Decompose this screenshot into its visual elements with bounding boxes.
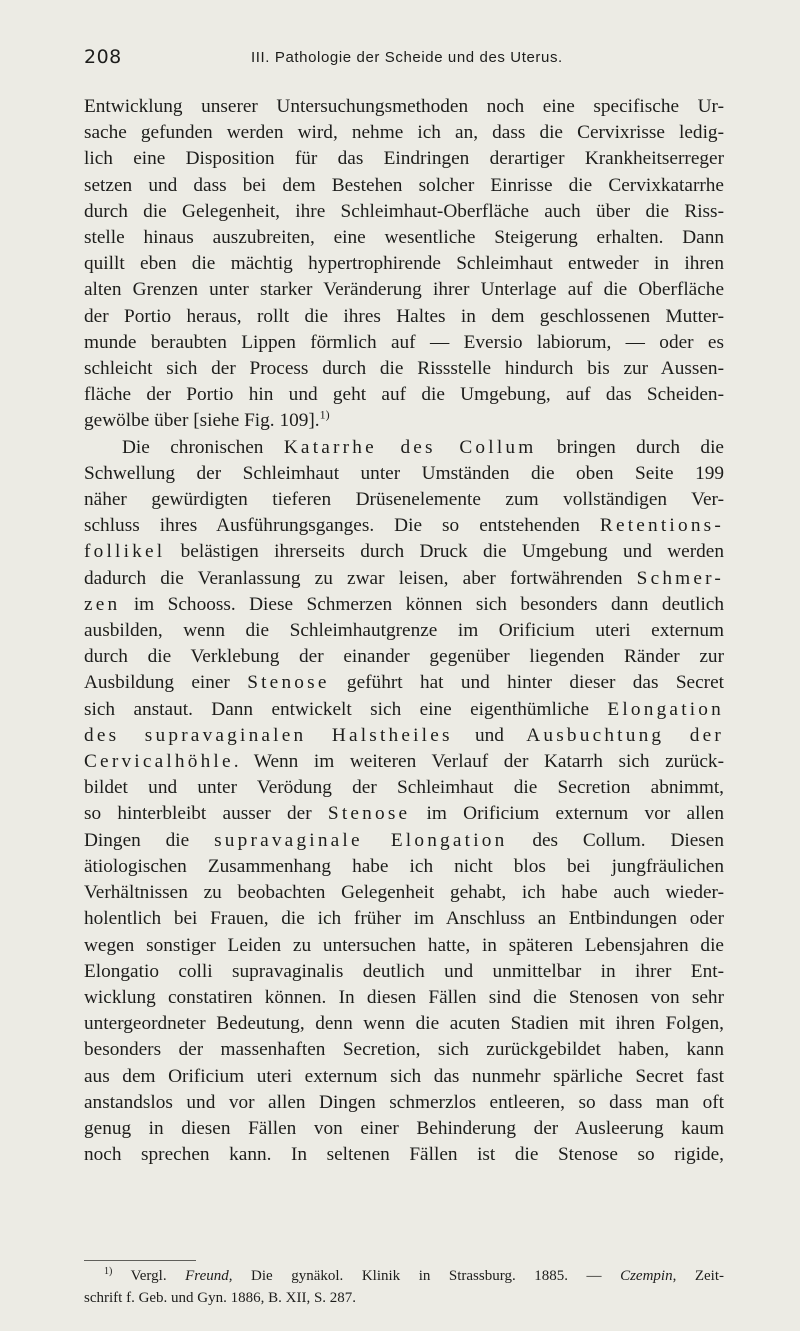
- text-line: dadurch die Veranlassung zu zwar leisen, aber fortwährenden Schmer-: [84, 567, 724, 589]
- footnote-divider: [84, 1260, 196, 1261]
- emphasis-spaced: Ausbuchtung der: [526, 724, 724, 746]
- text-line: sache gefunden werden wird, nehme ich an, dass die Cervixrisse ledig-: [84, 122, 724, 144]
- text-line: stelle hinaus auszubreiten, eine wesentliche Steigerung erhalten. Dann: [84, 227, 724, 249]
- text-line: munde beraubten Lippen förmlich auf — Eversio labiorum, — oder es: [84, 331, 724, 353]
- text-line: durch die Gelegenheit, ihre Schleimhaut-Oberfläche auch über die Riss-: [84, 200, 724, 222]
- text-line: der Portio heraus, rollt die ihres Haltes in dem geschlossenen Mutter-: [84, 305, 724, 327]
- cited-author: Freund: [185, 1268, 229, 1284]
- text-line: lich eine Disposition für das Eindringen derartiger Krankheitserreger: [84, 148, 724, 170]
- emphasis-spaced: zen: [84, 593, 121, 615]
- emphasis-spaced: Schmer-: [636, 567, 724, 589]
- text-line: schleicht sich der Process durch die Rissstelle hindurch bis zur Aussen-: [84, 358, 724, 380]
- body-text: [84, 94, 724, 1168]
- emphasis-spaced: Stenose: [247, 672, 330, 694]
- emphasis-spaced: supravaginale Elongation: [214, 829, 508, 851]
- text-line: Schwellung der Schleimhaut unter Umständen die oben Seite 199: [84, 462, 724, 484]
- emphasis-spaced: Katarrhe des Collum: [283, 436, 537, 458]
- emphasis-spaced: follikel: [84, 541, 166, 563]
- emphasis-spaced: des supravaginalen Halstheiles: [84, 724, 453, 746]
- text-line: Elongatio colli supravaginalis deutlich und unmittelbar in ihrer Ent-: [84, 960, 724, 982]
- text-line: follikel belästigen ihrerseits durch Druck die Umgebung und werden: [84, 541, 724, 563]
- text-line: wicklung constatiren können. In diesen Fällen sind die Stenosen von sehr: [84, 986, 724, 1008]
- text-line: sich anstaut. Dann entwickelt sich eine eigenthümliche Elongation: [84, 698, 724, 720]
- text-line: Cervicalhöhle. Wenn im weiteren Verlauf der Katarrh sich zurück-: [84, 751, 724, 773]
- text-line: so hinterbleibt ausser der Stenose im Orificium externum vor allen: [84, 803, 724, 825]
- text-line: ätiologischen Zusammenhang habe ich nicht blos bei jungfräulichen: [84, 855, 724, 877]
- page-header: [84, 46, 724, 72]
- footnote: $^{1)}$ Vergl. Freund, Die gynäkol. Klinik in Strassburg. 1885. — Czempin, Zeit-: [104, 1266, 725, 1284]
- text-line: durch die Verklebung der einander gegenüber liegenden Ränder zur: [84, 646, 724, 668]
- text-line: des supravaginalen Halstheiles und Ausbuchtung der: [84, 724, 724, 746]
- text-line: Entwicklung unserer Untersuchungsmethoden noch eine specifische Ur-: [84, 96, 724, 117]
- footnotes: [84, 1265, 724, 1309]
- text-line: holentlich bei Frauen, die ich früher im Anschluss an Entbindungen oder: [84, 908, 724, 930]
- text-line: genug in diesen Fällen von einer Behinderung der Ausleerung kaum: [84, 1117, 724, 1139]
- emphasis-spaced: Cervicalhöhle: [84, 751, 234, 773]
- text-line: fläche der Portio hin und geht auf die Umgebung, auf das Scheiden-: [84, 384, 724, 406]
- text-line: quillt eben die mächtig hypertrophirende Schleimhaut entweder in ihren: [84, 253, 724, 275]
- page-number: 208: [84, 46, 122, 68]
- text-line: schluss ihres Ausführungsganges. Die so entstehenden Retentions-: [84, 515, 724, 537]
- text-line: näher gewürdigten tieferen Drüsenelemente zum vollständigen Ver-: [84, 489, 724, 511]
- text-line: wegen sonstiger Leiden zu untersuchen hatte, in späteren Lebensjahren die: [84, 934, 724, 956]
- emphasis-spaced: Retentions-: [599, 515, 724, 537]
- text-line: alten Grenzen unter starker Veränderung ihrer Unterlage auf die Oberfläche: [84, 279, 724, 301]
- text-line: Dingen die supravaginale Elongation des Collum. Diesen: [84, 829, 724, 851]
- cited-author: Czempin: [620, 1268, 673, 1284]
- text-line: anstandslos und vor allen Dingen schmerzlos entleeren, so dass man oft: [84, 1091, 724, 1113]
- text-line: besonders der massenhaften Secretion, sich zurückgebildet haben, kann: [84, 1039, 724, 1061]
- text-line: Ausbildung einer Stenose geführt hat und hinter dieser das Secret: [84, 672, 724, 694]
- text-line: untergeordneter Bedeutung, denn wenn die acuten Stadien mit ihren Folgen,: [84, 1013, 724, 1035]
- emphasis-spaced: Stenose: [327, 803, 411, 825]
- text-line: bildet und unter Verödung der Schleimhaut die Secretion abnimmt,: [84, 777, 724, 799]
- footnote-marker: 1): [104, 1266, 113, 1277]
- emphasis-spaced: Elongation: [607, 698, 724, 720]
- text-line: ausbilden, wenn die Schleimhautgrenze im Orificium uteri externum: [84, 620, 724, 642]
- text-line: setzen und dass bei dem Bestehen solcher Einrisse die Cervixkatarrhe: [84, 174, 724, 196]
- text-line: aus dem Orificium uteri externum sich das nunmehr spärliche Secret fast: [84, 1065, 724, 1087]
- running-head: III. Pathologie der Scheide und des Uterus.: [251, 49, 563, 66]
- text-line: gewölbe über [siehe Fig. 109].$^{1)}$: [84, 408, 330, 432]
- text-line: noch sprechen kann. In seltenen Fällen ist die Stenose so rigide,: [84, 1144, 724, 1166]
- text-line: zen im Schooss. Diese Schmerzen können sich besonders dann deutlich: [84, 593, 724, 615]
- text-line: Verhältnissen zu beobachten Gelegenheit gehabt, ich habe auch wieder-: [84, 882, 724, 904]
- footnote-reference: 1): [319, 408, 330, 423]
- footnote-continuation: schrift f. Geb. und Gyn. 1886, B. XII, S. 287.: [84, 1290, 357, 1306]
- text-line: Die chronischen Katarrhe des Collum bringen durch die: [122, 436, 724, 458]
